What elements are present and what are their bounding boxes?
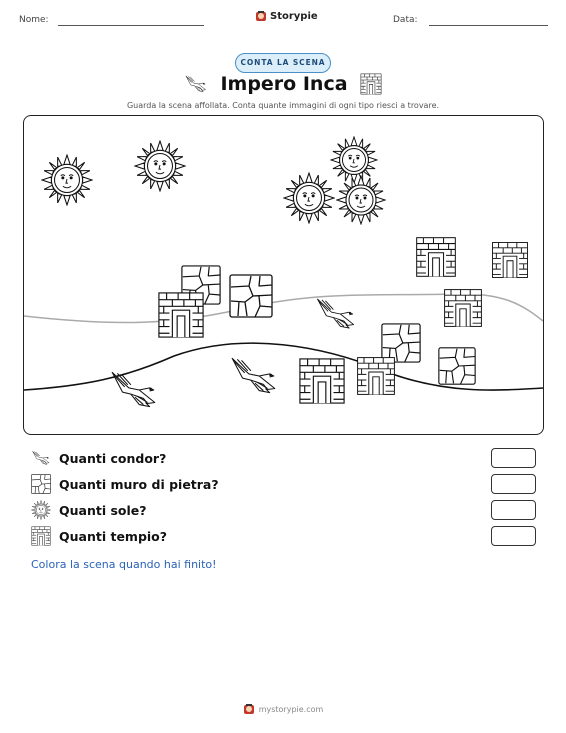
footer <box>0 703 566 715</box>
sun-icon <box>337 176 385 224</box>
temple-icon <box>417 238 456 277</box>
page-title: Impero Inca <box>220 73 348 95</box>
question-condor <box>31 448 536 468</box>
title-row <box>0 73 566 95</box>
temple-icon <box>300 359 344 403</box>
condor-icon <box>112 372 155 406</box>
sun-icon <box>42 155 92 205</box>
stone-wall-icon <box>230 275 272 317</box>
question-stone-wall <box>31 474 536 494</box>
name-label: Nome: <box>19 15 49 25</box>
date-field[interactable] <box>429 25 548 26</box>
answer-box[interactable] <box>491 500 536 520</box>
temple-icon <box>445 290 482 327</box>
question-temple <box>31 526 536 546</box>
stone-wall-icon <box>439 348 475 384</box>
storypie-logo-icon <box>255 10 267 22</box>
instructions: Guarda la scena affollata. Conta quante immagini di ogni tipo riesci a trovare. <box>126 101 440 110</box>
coloring-instruction: Colora la scena quando hai finito! <box>31 558 217 571</box>
temple-icon <box>159 293 203 337</box>
sun-icon <box>135 141 185 191</box>
name-field[interactable] <box>58 25 204 26</box>
answer-box[interactable] <box>491 526 536 546</box>
question-sun <box>31 500 536 520</box>
stone-wall-icon <box>31 474 51 494</box>
question-text: Quanti muro di pietra? <box>59 476 219 492</box>
storypie-logo-icon <box>243 703 255 715</box>
date-label: Data: <box>393 15 418 25</box>
brand-name: Storypie <box>270 10 318 22</box>
question-text: Quanti tempio? <box>59 528 168 544</box>
inca-scene-illustration <box>24 116 543 434</box>
temple-icon <box>358 358 395 395</box>
brand-logo <box>255 10 318 22</box>
condor-icon <box>318 299 354 328</box>
temple-icon <box>31 526 51 546</box>
condor-icon <box>31 448 51 468</box>
answer-box[interactable] <box>491 474 536 494</box>
condor-icon <box>232 358 275 392</box>
answer-box[interactable] <box>491 448 536 468</box>
sun-icon <box>284 173 334 223</box>
stone-wall-icon <box>382 324 420 362</box>
footer-url[interactable]: mystorypie.com <box>258 704 324 714</box>
question-text: Quanti sole? <box>59 502 147 518</box>
temple-icon <box>360 73 382 95</box>
condor-icon <box>184 74 208 94</box>
sun-icon <box>331 137 377 183</box>
question-text: Quanti condor? <box>59 450 167 466</box>
temple-icon <box>493 243 528 278</box>
sun-icon <box>31 500 51 520</box>
activity-badge: CONTA LA SCENA <box>235 53 331 73</box>
scene-frame <box>23 115 544 435</box>
